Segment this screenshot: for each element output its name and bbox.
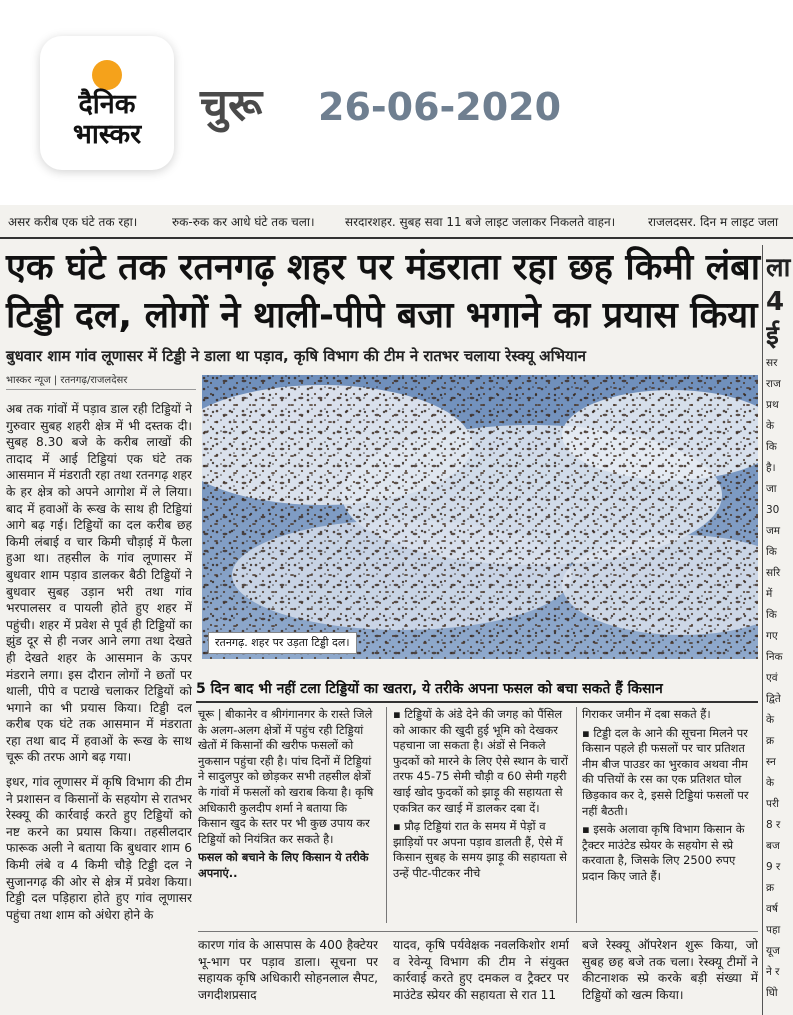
adjacent-article-line: जा [766,483,777,495]
column-divider [576,707,577,923]
headline-line-1: एक घंटे तक रतनगढ़ शहर पर मंडराता रहा छह किमी लंबा [6,247,761,288]
adjacent-article-line: है। [766,462,776,474]
tips-column-3 [582,707,758,927]
adjacent-article-line: के [766,714,775,726]
adjacent-article-line: स्न [766,756,776,768]
article-bottom-column-3: बजे रेस्क्यू ऑपरेशन शुरू किया, जो सुबह छह बजे तक चला। रेस्क्यू टीमों ने कीटनाशक स्प्रे करके बड़ी संख्या में टिड्डियों को खत्म किया। [582,938,758,1002]
tips-column-2 [393,707,569,927]
tips-column-2-point-1: ▪ टिड्डियों के अंडे देने की जगह को पैंसिल को आकार की खुदी हुई भूमि को देखकर पहचाना जा सकता है। अंडों से निकले फुदकों को मारने के लिए ऐसे स्थान के चारों तरफ 45-75 सेमी चौड़ी व 60 सेमी गहरी खाई खोद फुदकों को झाड़ू की सहायता से एकत्रित कर खाई में डालकर दबा दें। [393,707,568,815]
right-edge-divider [762,245,763,1015]
logo-text-line1: दैनिक [78,89,136,120]
logo-text-line2: भास्कर [72,119,142,150]
adjacent-article-line: प्रथ [766,399,779,411]
top-strip-snippet-3: सरदारशहर. सुबह सवा 11 बजे लाइट जलाकर निकलते वाहन। [345,215,616,229]
tips-column-2-point-2: ▪ प्रौढ़ टिड्डियां रात के समय में पेड़ों व झाड़ियों पर अपना पड़ाव डालती हैं, ऐसे में किसान सुबह के समय झाड़ू की सहायता से उन्हें पीट-पीटकर नीचे [393,819,567,880]
adjacent-article-line: के [766,777,775,789]
adjacent-article-line: राज [766,378,781,390]
adjacent-article-line: परी [766,798,779,810]
adjacent-article-line: में [766,588,773,600]
adjacent-article-line: ने र [766,966,780,978]
dainik-bhaskar-logo [40,36,174,170]
section-divider [198,931,758,932]
top-strip-snippet-2: रुक-रुक कर आधे घंटे तक चला। [172,215,315,229]
adjacent-article-line: कि [766,609,777,621]
adjacent-article-line: पहा [766,924,781,936]
adjacent-article-line: ई [766,321,779,351]
adjacent-article-line: जम [766,525,781,537]
tips-column-1-callout: फसल को बचाने के लिए किसान ये तरीके अपनाएं.. [198,850,369,880]
adjacent-article-line: कि [766,546,777,558]
tips-column-3-point-1: ▪ टिड्डी दल के आने की सूचना मिलने पर किसान पहले ही फसलों पर चार प्रतिशत नीम बीज पाउडर का भुरकाव अथवा नीम की पत्तियों के रस का एक प्रतिशत घोल छिड़काव कर दे, इससे टिड्डियां फसलों पर नहीं बैठती। [582,725,749,818]
tips-column-3-line: गिराकर जमीन में दबा सकते हैं। [582,707,711,721]
tips-column-1 [198,707,378,927]
tips-column-1-text: चूरू | बीकानेर व श्रीगंगानगर के रास्ते जिले के अलग-अलग क्षेत्रों में पहुंच रही टिड्डियां खेतों में किसानों की खरीफ फसलों को नुकसान पहुंचा रही है। पांच दिनों में टिड्डियां ने सादुलपुर को छोड़कर सभी तहसील क्षेत्रों के गांवों में फसलों को खराब किया है। कृषि अधिकारी कुलदीप शर्मा ने बताया कि किसान खुद के स्तर पर भी कुछ उपाय कर टिड्डियों को नियंत्रित कर सकते है। [198,707,374,846]
adjacent-article-line: 8 र [766,819,781,831]
adjacent-article-line: कि [766,441,777,453]
adjacent-article-line: घोि [766,987,778,999]
adjacent-article-line: द्विते [766,693,781,705]
locust-swarm-photo [202,375,758,659]
article-bottom-column-1: कारण गांव के आसपास के 400 हैक्टेयर भू-भाग पर पड़ाव डाला। सूचना पर सहायक कृषि अधिकारी सोहनलाल सैपट, जगदीशप्रसाद [198,938,378,1002]
photo-caption: रतनगढ़. शहर पर उड़ता टिड्डी दल। [208,632,357,654]
edition-city: चुरू [200,80,263,131]
adjacent-article-line: क्र [766,735,775,747]
article-left-column [6,401,192,1007]
article-bottom-column-2: यादव, कृषि पर्यवेक्षक नवलकिशोर शर्मा व रेवेन्यू विभाग की टीम ने संयुक्त कार्रवाई करते हुए दमकल व ट्रैक्टर पर माउंटेड स्प्रेयर की सहायता से रात 11 [393,938,569,1002]
adjacent-article-line: एवं [766,672,778,684]
adjacent-article-line: निक [766,651,783,663]
headline-line-2: टिड्डी दल, लोगों ने थाली-पीपे बजा भगाने का प्रयास किया [6,295,758,336]
adjacent-article-line: यूज [766,945,780,957]
adjacent-article-line: सरि [766,567,781,579]
tips-heading: 5 दिन बाद भी नहीं टला टिड्डियों का खतरा, ये तरीके अपना फसल को बचा सकते हैं किसान [196,677,758,703]
column-divider [386,707,387,923]
adjacent-article-line: 4 [766,287,785,317]
top-strip-snippet-1: असर करीब एक घंटे तक रहा। [8,215,138,229]
adjacent-article-line: क्र [766,882,775,894]
logo-sun-icon [92,60,122,90]
top-strip-divider [0,237,793,239]
adjacent-article-line: सर [766,357,778,369]
edition-date: 26-06-2020 [318,85,562,129]
adjacent-article-line: ला [766,253,791,283]
adjacent-article-line: गए [766,630,778,642]
adjacent-article-line: वर्ष [766,903,778,915]
newspaper-clipping [0,205,793,1015]
locust-swarm-illustration [202,375,758,659]
adjacent-article-line: 9 र [766,861,781,873]
byline: भास्कर न्यूज | रतनगढ़/राजलदेसर [6,373,196,390]
subheadline: बुधवार शाम गांव लूणासर में टिड्डी ने डाला था पड़ाव, कृषि विभाग की टीम ने रातभर चलाया रेस्क्यू अभियान [6,347,586,365]
left-column-paragraph-1: अब तक गांवों में पड़ाव डाल रही टिड्डियों ने गुरुवार सुबह शहरी क्षेत्र में भी दस्तक दी। सुबह 8.30 बजे के करीब लाखों की तादाद में आई टिड्डियां एक घंटे तक आसमान में मंडराती रहा तथा रतनगढ़ शहर के हर क्षेत्र को अपने आगोश में ले लिया। बाद में हवाओं के रूख के साथ ही टिड्डियां आगे बढ़ गई। टिड्डियों का दल करीब छह किमी लंबाई व चार किमी चौड़ाई में फैला हुआ था। तहसील के गांव लूणासर में बुधवार शाम पड़ाव डालकर बैठी टिड्डियों ने बुधवार सुबह उड़ान भरी तथा गांव भरपालसर व पायली होते हुए शहर में पहुंची। शहर में प्रवेश से पूर्व ही टिड्डियों का झुंड दूर से ही नजर आने लगा तथा देखते ही देखते शहर के आसमान के ऊपर मंडराने लगा। इस दौरान लोगों ने छतों पर थाली, पीपे व पटाखे चलाकर टिड्डियों को भगाने का भी प्रयास किया। टिड्डी दल करीब एक घंटे तक आसमान में मंडराता रहा तथा बाद में हवाओं के रूख के साथ चूरू की तरफ आगे बढ़ गया। [6,402,192,765]
adjacent-article-line: के [766,420,775,432]
tips-column-3-point-2: ▪ इसके अलावा कृषि विभाग किसान के ट्रैक्टर माउंटेड स्प्रेयर के सहयोग से स्प्रे करवाता है, जिसके लिए 2500 रुपए प्रदान किए जाते हैं। [582,822,745,883]
left-column-paragraph-2: इधर, गांव लूणासर में कृषि विभाग की टीम ने प्रशासन व किसानों के सहयोग से रातभर रेस्क्यू की कार्रवाई करते हुए टिड्डियों को नष्ट करने का प्रयास किया। तहसीलदार फारूक अली ने बताया कि बुधवार शाम 6 किमी लंबे व 4 किमी चौड़े टिड्डी दल ने सुजानगढ़ की ओर से क्षेत्र में प्रवेश किया। टिड्डी दल पड़िहारा होते हुए गांव लूणासर पहुंचा तथा शाम को अंधेरा होने के [6,775,192,922]
top-strip-snippet-4: राजलदसर. दिन म लाइट जला [648,215,779,229]
adjacent-article-fragment [766,251,793,1011]
adjacent-article-line: बज [766,840,780,852]
adjacent-article-line: 30 [766,504,780,516]
